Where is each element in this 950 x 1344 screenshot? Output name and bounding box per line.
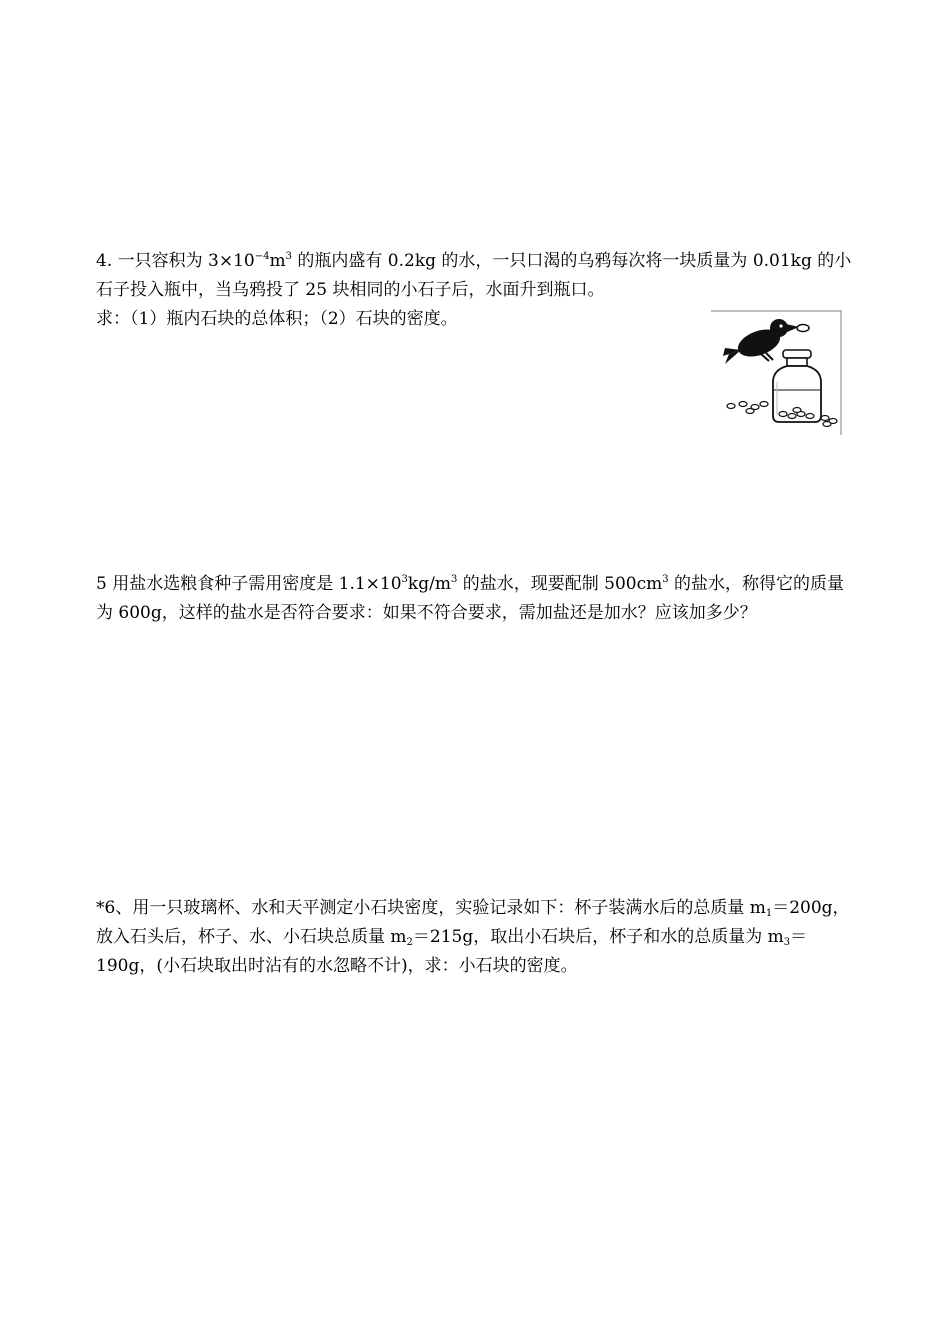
- q5-exponent-1: 3: [401, 574, 408, 585]
- q4-question: 求：（1）瓶内石块的总体积；（2）石块的密度。: [96, 309, 458, 329]
- crow-bottle-illustration-icon: [711, 310, 843, 436]
- q4-exponent-1: −4: [254, 251, 270, 262]
- question-5: [96, 570, 856, 628]
- q5-text-4: 的盐水，称得它的质量为 600g，这样的盐水是否符合要求：如果不符合要求，需加盐还是加水？应该加多少？: [96, 574, 845, 623]
- q4-text-2: 的瓶内盛有 0.2kg 的水，一只口渴的乌鸦每次将一块质量为 0.01kg 的小石子投入瓶中，当乌鸦投了 25 块相同的小石子后，水面升到瓶口。: [96, 251, 852, 300]
- q4-unit: m: [269, 251, 286, 271]
- q5-text-1: 5 用盐水选粮食种子需用密度是 1.1×10: [96, 574, 402, 594]
- q6-text-1: *6、用一只玻璃杯、水和天平测定小石块密度，实验记录如下：杯子装满水后的总质量 m: [96, 898, 766, 918]
- q4-text-1: 4. 一只容积为 3×10: [96, 251, 255, 271]
- q6-text-4: ＝190g，(小石块取出时沾有的水忽略不计)，求：小石块的密度。: [96, 927, 808, 976]
- q5-exponent-3: 3: [662, 574, 669, 585]
- q5-text-2: kg/m: [407, 574, 451, 594]
- q6-subscript-1: 1: [765, 908, 773, 919]
- q5-exponent-2: 3: [450, 574, 458, 585]
- q6-text-3: ＝215g，取出小石块后，杯子和水的总质量为 m: [412, 927, 784, 947]
- question-6: [96, 894, 856, 981]
- q6-subscript-2: 2: [406, 937, 413, 948]
- q5-text-3: 的盐水，现要配制 500cm: [457, 574, 663, 594]
- q6-text-2: ＝200g，放入石头后，杯子、水、小石块总质量 m: [96, 898, 850, 947]
- q4-exponent-2: 3: [285, 251, 292, 262]
- q6-subscript-3: 3: [783, 937, 791, 948]
